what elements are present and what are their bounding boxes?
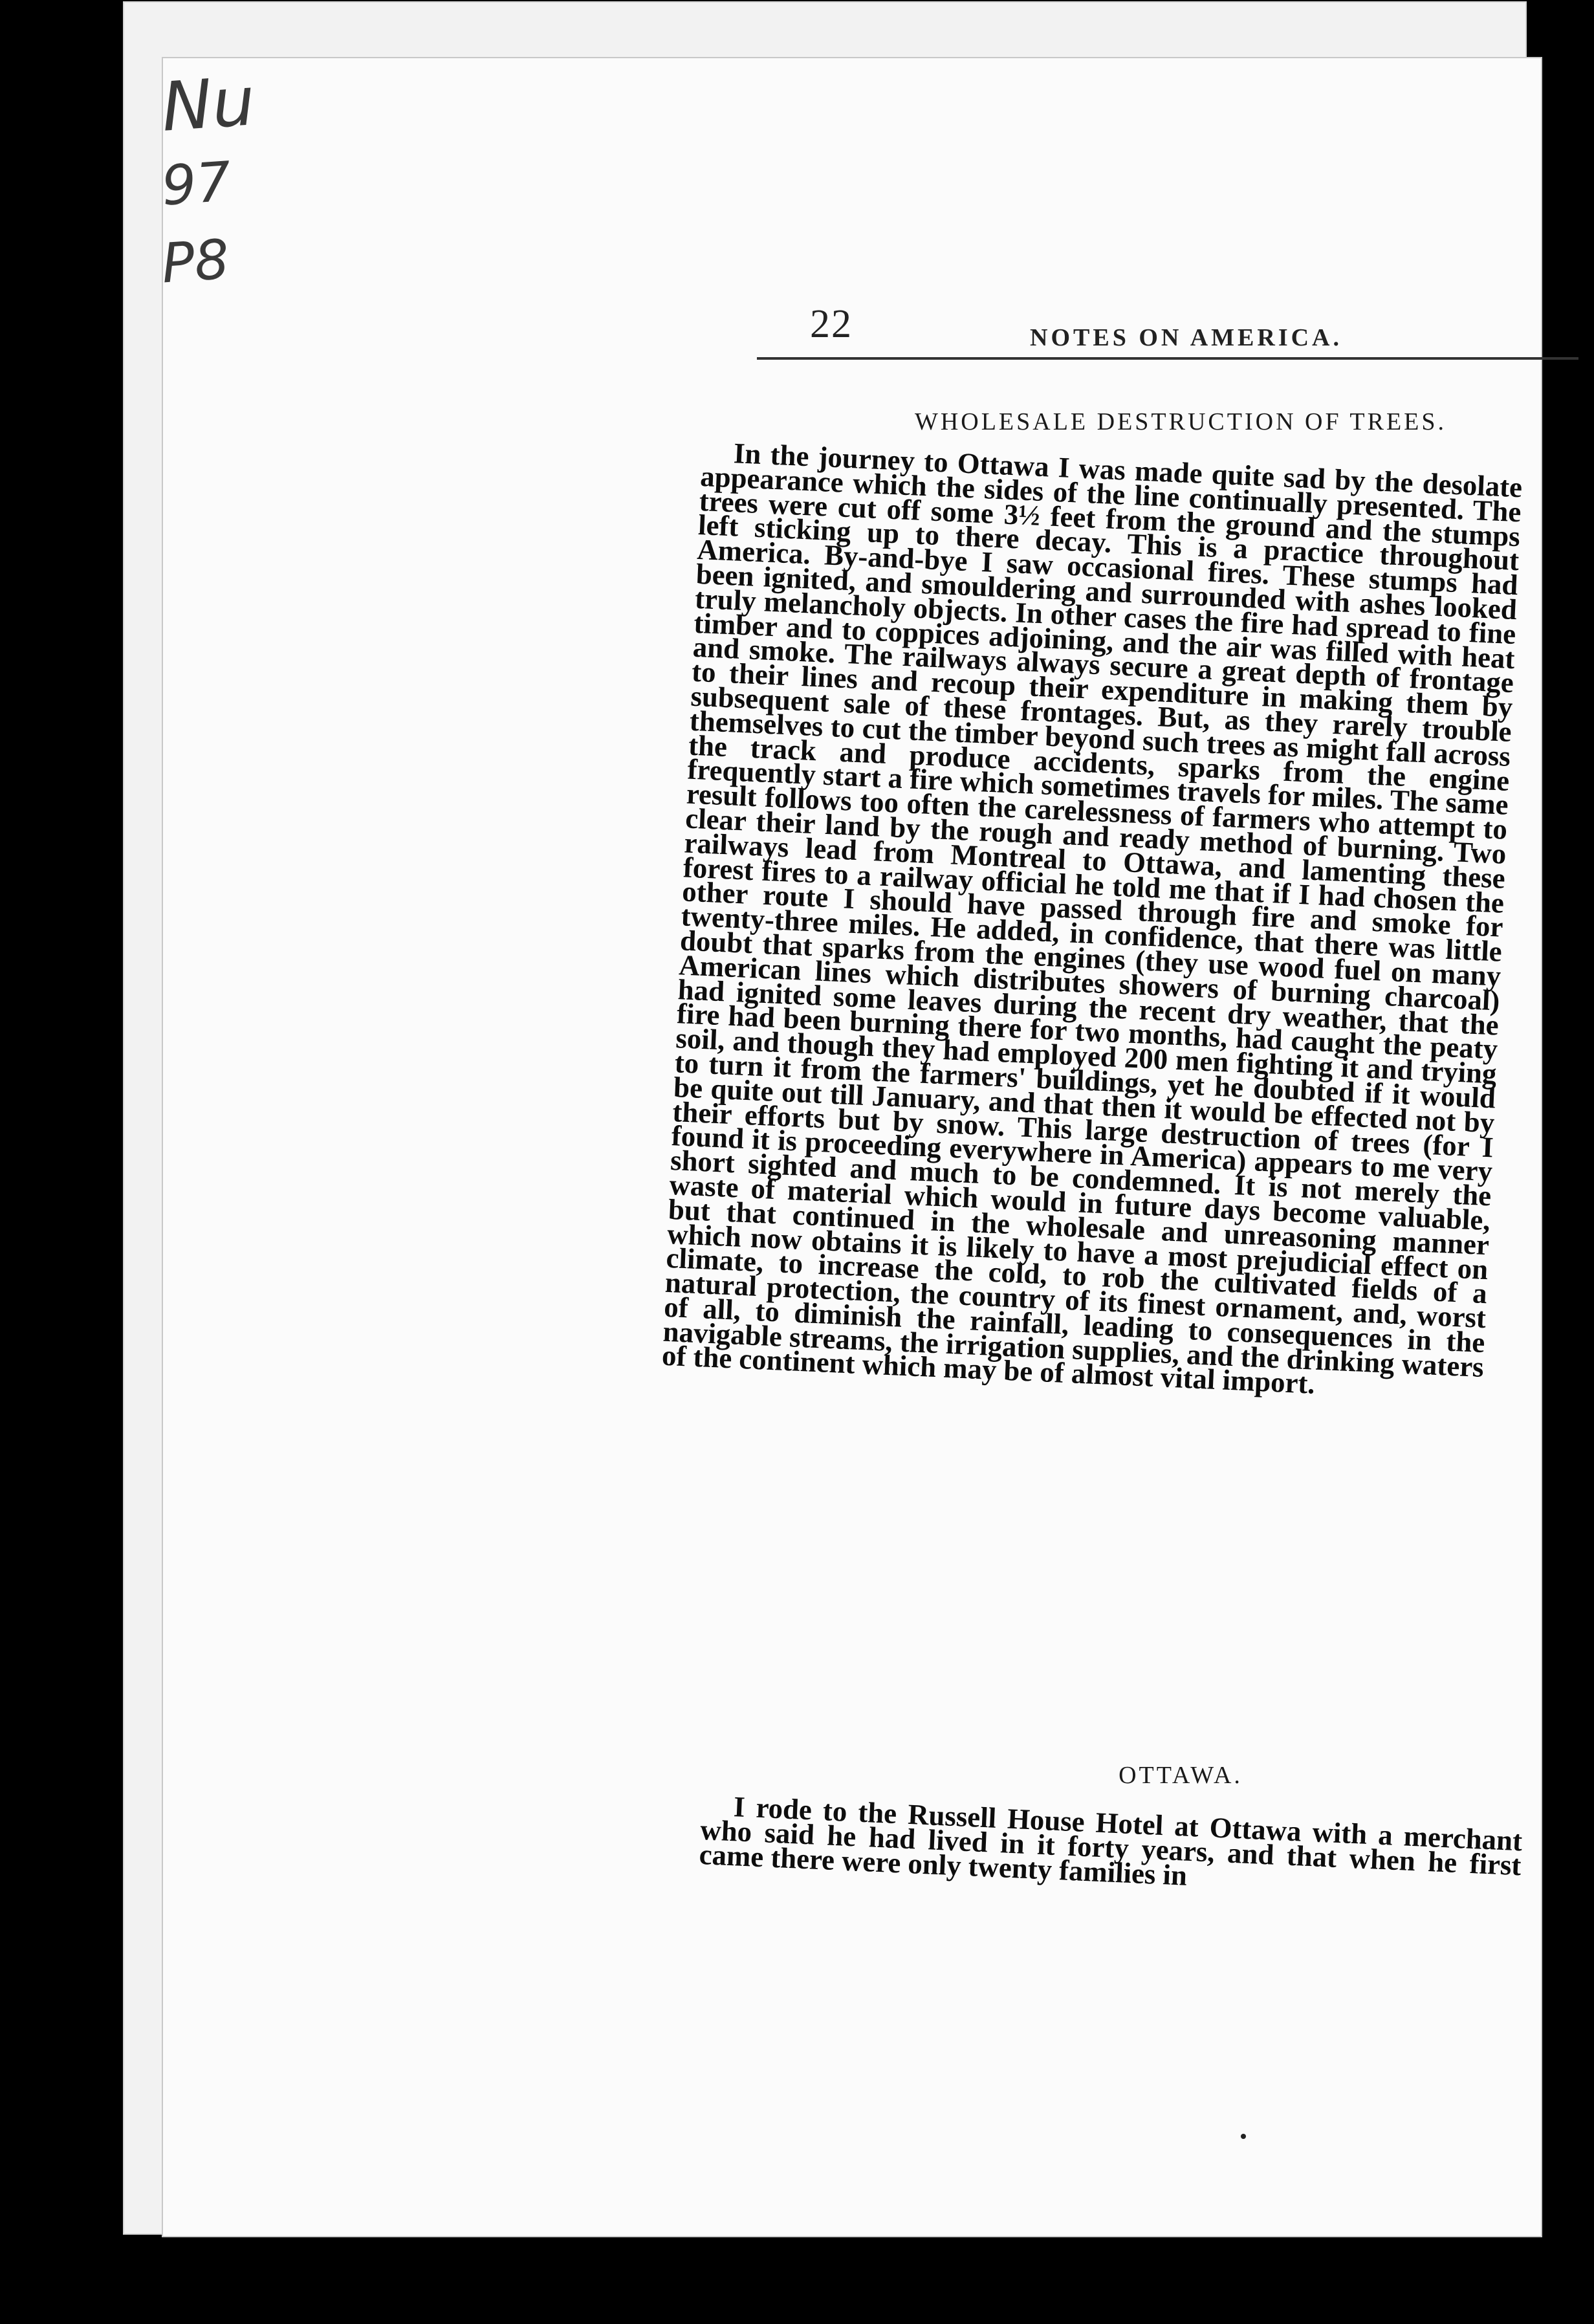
section-body <box>661 437 1523 1404</box>
running-title: NOTES ON AMERICA. <box>1030 324 1342 351</box>
margin-note: P8 <box>159 227 232 296</box>
header-rule <box>757 357 1578 360</box>
paragraph: I rode to the Russell House Hotel at Ottawa with a merchant who said he had lived in it forty years, and that when he first came there were only twenty families in <box>698 1790 1523 1892</box>
ink-speck <box>1241 2134 1246 2139</box>
page-number: 22 <box>810 302 853 346</box>
section-title: WHOLESALE DESTRUCTION OF TREES. <box>914 408 1447 435</box>
margin-note: 97 <box>159 149 234 218</box>
section-title: OTTAWA. <box>1119 1762 1243 1789</box>
paragraph: In the journey to Ottawa I was made quite sad by the desolate appearance which the sides of the line continually presented. The trees were cut off some 3½ feet from the ground and the stumps left sticking up to there decay. This is a practice throughout America. By-and-bye I saw occasional fires. These stumps had been ignited, and smouldering and surrounded with ashes looked truly melancholy objects. In other cases the fire had spread to fine timber and to coppices adjoining, and the air was filled with heat and smoke. The railways always secure a great depth of frontage to their lines and recoup their expenditure in making them by subsequent sale of these frontages. But, as they rarely trouble themselves to cut the timber beyond such trees as might fall across the track and produce accidents, sparks from the engine frequently start a fire which sometimes travels for miles. The same result follows too often the carelessness of farmers who attempt to clear their land by the rough and ready method of burning. Two railways lead from Montreal to Ottawa, and lamenting these forest fires to a railway official he told me that if I had chosen the other route I should have passed through fire and smoke for twenty-three miles. He added, in confidence, that there was little doubt that sparks from the engines (they use wood fuel on many American lines which distributes showers of burning charcoal) had ignited some leaves during the recent dry weather, that the fire had been burning there for two months, had caught the peaty soil, and though they had employed 200 men fighting it and trying to turn it from the farmers' buildings, yet he doubted if it would be quite out till January, and that then it would be effected not by their efforts but by snow. This large destruction of trees (for I found it is proceeding everywhere in America) appears to me very short sighted and much to be condemned. It is not merely the waste of material which would in future days become valuable, but that continued in the wholesale and unreasoning manner which now obtains it is likely to have a most prejudicial effect on climate, to increase the cold, to rob the cultivated fields of a natural protection, the country of its finest ornament, and, worst of all, to diminish the rainfall, leading to consequences in the navigable streams, the irrigation supplies, and the drinking waters of the continent which may be of almost vital import. <box>661 437 1523 1401</box>
margin-note: Nu <box>158 61 257 147</box>
